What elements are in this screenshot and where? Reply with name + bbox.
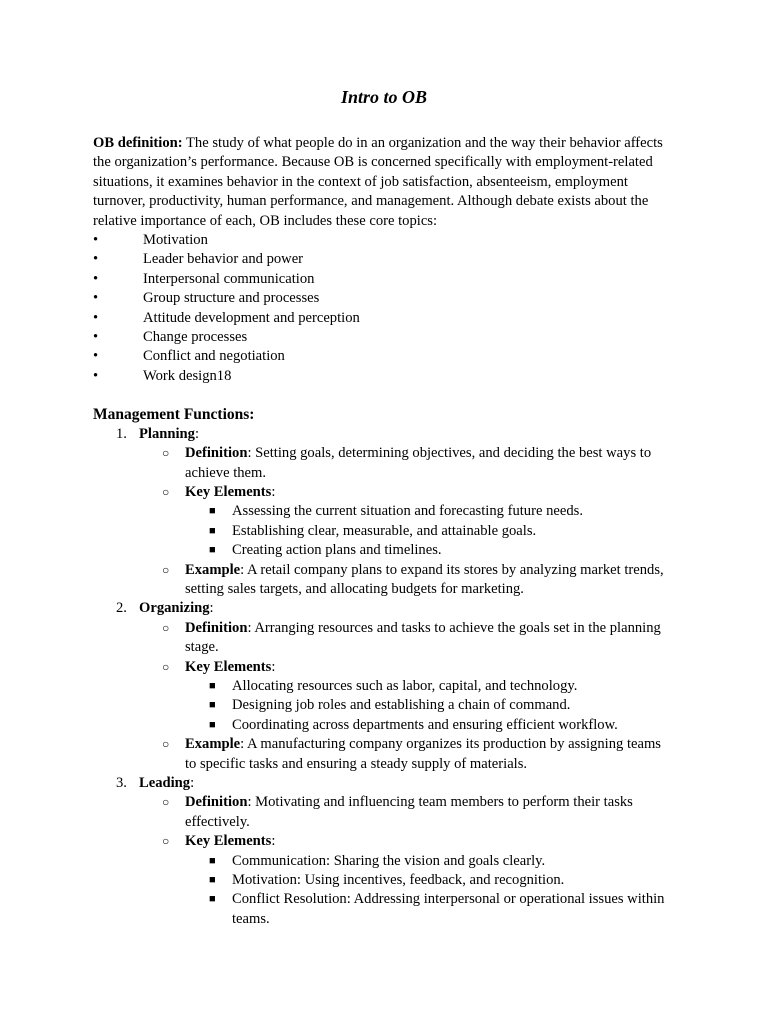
bullet-icon: • [93, 367, 99, 384]
key-element-text: Allocating resources such as labor, capital, and technology. [232, 677, 578, 694]
list-item [93, 716, 673, 735]
list-number: 3. [116, 775, 127, 791]
function-name: Leading [139, 775, 191, 791]
key-element-text: Motivation: Using incentives, feedback, and recognition. [232, 872, 565, 889]
list-item [93, 250, 673, 269]
circle-bullet-icon: ○ [162, 737, 170, 752]
list-item [93, 347, 673, 366]
ob-definition-text: The study of what people do in an organization and the way their behavior affects the organization’s performance. Because OB is concerned specifically with employment-related situations, it examines behavior in the context of job satisfaction, absenteeism, employment turnover, productivity, human performance, and management. Although debate exists about the relative importance of each, OB includes these core topics: [93, 135, 663, 229]
function-colon: : [194, 425, 200, 442]
key-element-text: Communication: Sharing the vision and goals clearly. [232, 852, 546, 869]
list-item [93, 852, 673, 871]
list-item [93, 793, 673, 832]
list-item [93, 871, 673, 890]
example-text: : A retail company plans to expand its stores by analyzing market trends, setting sales targets, and allocating budgets for marketing. [185, 561, 664, 597]
example-label: Example [185, 736, 241, 753]
square-bullet-icon: ■ [209, 699, 216, 712]
topic-text: Motivation [143, 232, 208, 249]
bullet-icon: • [93, 329, 99, 346]
topic-text: Leader behavior and power [143, 251, 304, 268]
square-bullet-icon: ■ [209, 505, 216, 518]
key-element-text: Creating action plans and timelines. [232, 542, 442, 559]
square-bullet-icon: ■ [209, 524, 216, 537]
key-elements-colon: : [271, 658, 276, 675]
key-element-text: Designing job roles and establishing a chain of command. [232, 697, 571, 714]
key-elements-label: Key Elements [185, 658, 272, 675]
topic-text: Change processes [143, 329, 248, 346]
list-item [93, 367, 673, 386]
definition-text: : Motivating and influencing team members to perform their tasks effectively. [185, 794, 633, 830]
list-item [93, 502, 673, 521]
key-element-text: Conflict Resolution: Addressing interpersonal or operational issues within teams. [232, 891, 665, 927]
definition-text: : Setting goals, determining objectives, and deciding the best ways to achieve them. [185, 445, 652, 481]
management-functions-heading: Management Functions: [93, 406, 255, 424]
function-organizing [93, 599, 673, 618]
list-number: 1. [116, 425, 127, 442]
circle-bullet-icon: ○ [162, 562, 170, 577]
circle-bullet-icon: ○ [162, 795, 170, 810]
list-item [93, 696, 673, 715]
list-item [93, 541, 673, 560]
bullet-icon: • [93, 270, 99, 287]
circle-bullet-icon: ○ [162, 446, 170, 461]
list-item [93, 677, 673, 696]
key-elements-label: Key Elements [185, 833, 272, 850]
bullet-icon: • [93, 232, 99, 249]
list-item [93, 289, 673, 308]
topic-text: Attitude development and perception [143, 309, 360, 326]
function-title [139, 600, 214, 616]
bullet-icon: • [93, 348, 99, 365]
square-bullet-icon: ■ [209, 718, 216, 731]
square-bullet-icon: ■ [209, 874, 216, 887]
list-item [93, 832, 673, 851]
topic-text: Group structure and processes [143, 290, 320, 307]
example-label: Example [185, 561, 241, 578]
circle-bullet-icon: ○ [162, 834, 170, 849]
square-bullet-icon: ■ [209, 854, 216, 867]
bullet-icon: • [93, 251, 99, 268]
topic-text: Work design18 [143, 367, 232, 384]
function-colon: : [190, 775, 195, 791]
square-bullet-icon: ■ [209, 893, 216, 906]
document-body [93, 134, 673, 929]
topic-text: Interpersonal communication [143, 270, 315, 287]
definition-label: Definition [185, 794, 248, 811]
function-colon: : [209, 600, 214, 617]
key-elements-label: Key Elements [185, 483, 272, 500]
ob-definition-label: OB definition: [93, 135, 183, 151]
key-elements-colon: : [271, 483, 276, 500]
list-item [93, 231, 673, 250]
key-elements-colon: : [271, 833, 276, 850]
definition-text: : Arranging resources and tasks to achieve the goals set in the planning stage. [185, 619, 661, 656]
function-name: Organizing [139, 600, 210, 617]
list-item [93, 483, 673, 502]
circle-bullet-icon: ○ [162, 620, 170, 635]
function-title [139, 426, 199, 442]
list-item [93, 735, 673, 774]
bullet-icon: • [93, 309, 99, 326]
square-bullet-icon: ■ [209, 544, 216, 557]
example-text: : A manufacturing company organizes its production by assigning teams to specific tasks and ensuring a steady supply of materials. [185, 736, 661, 772]
list-item [93, 328, 673, 347]
function-name: Planning [139, 425, 195, 442]
circle-bullet-icon: ○ [162, 484, 170, 499]
list-item [93, 619, 673, 658]
function-leading [93, 774, 673, 793]
list-item [93, 522, 673, 541]
list-item [93, 309, 673, 328]
list-item [93, 658, 673, 677]
circle-bullet-icon: ○ [162, 659, 170, 674]
key-element-text: Coordinating across departments and ensuring efficient workflow. [232, 716, 618, 733]
definition-label: Definition [185, 445, 248, 462]
function-title [139, 775, 194, 791]
key-element-text: Assessing the current situation and forecasting future needs. [232, 503, 583, 520]
list-item [93, 270, 673, 289]
function-planning [93, 425, 673, 444]
ob-definition-paragraph [93, 134, 673, 231]
definition-label: Definition [185, 619, 248, 636]
key-element-text: Establishing clear, measurable, and attainable goals. [232, 522, 537, 539]
core-topics-list [93, 231, 673, 386]
list-item [93, 890, 673, 929]
list-item [93, 444, 673, 483]
document-title: Intro to OB [340, 87, 428, 107]
list-number: 2. [116, 600, 127, 617]
list-item [93, 561, 673, 600]
topic-text: Conflict and negotiation [143, 348, 285, 365]
square-bullet-icon: ■ [209, 679, 216, 692]
bullet-icon: • [93, 290, 99, 307]
